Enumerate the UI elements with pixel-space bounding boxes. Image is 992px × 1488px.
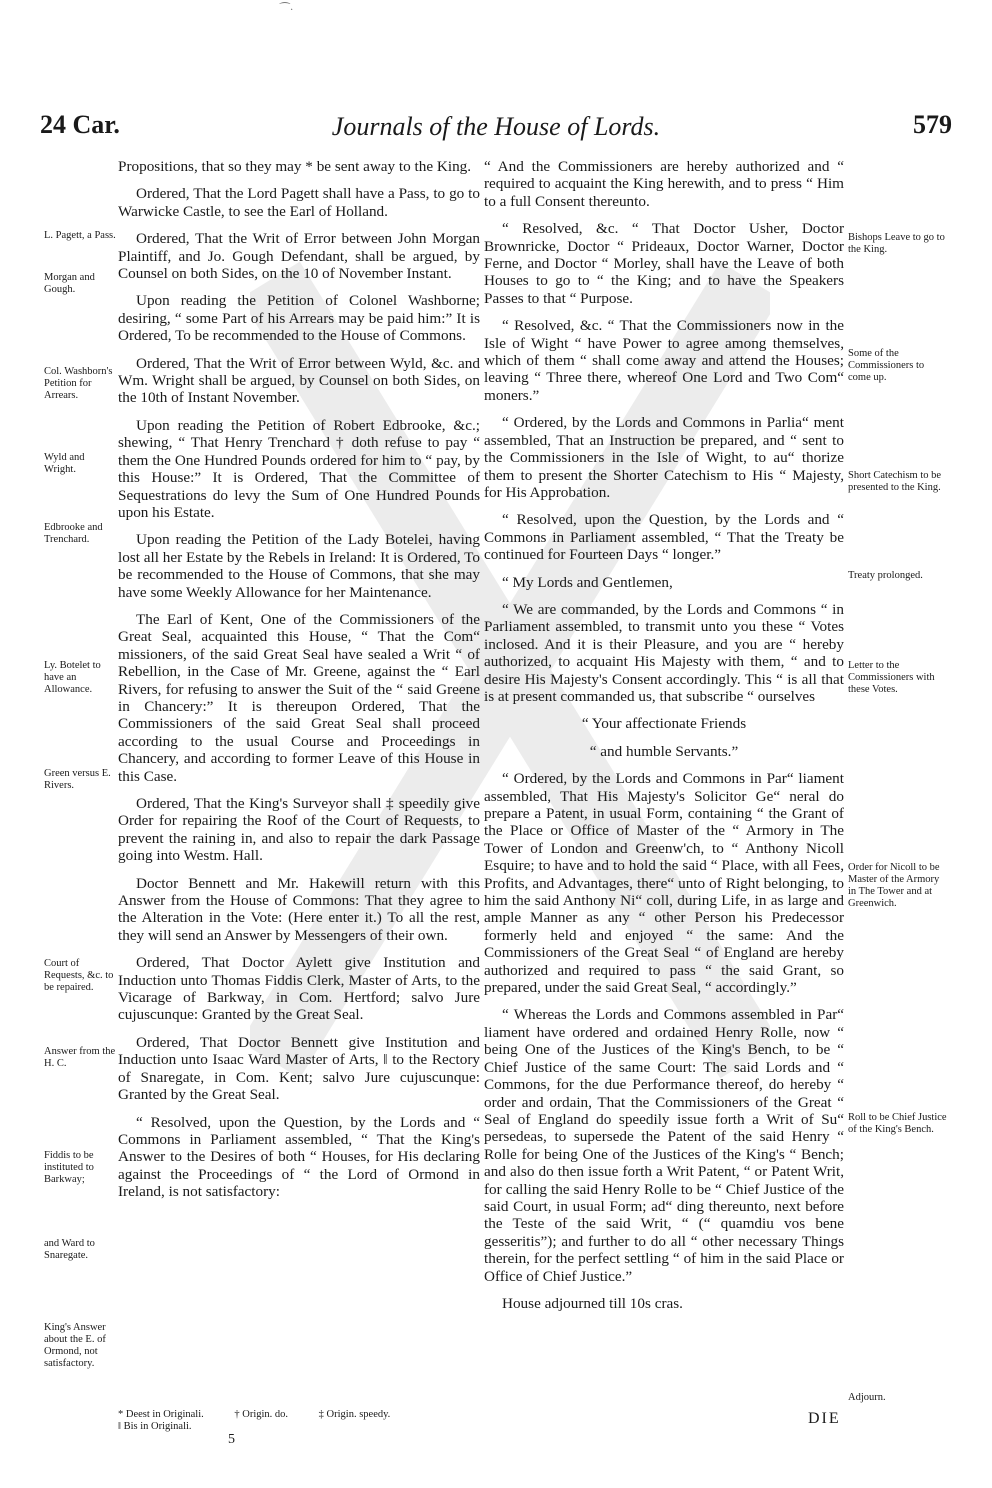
entry-fiddis: Ordered, That Doctor Aylett give Institution and Induction unto Thomas Fiddis Clerk, Master of Arts, to the Vicarage of Barkway, in Com. Hertford; salvo Jure cujuscunque: Granted by the Great Seal. <box>118 954 480 1024</box>
margin-note: Short Catechism to be presented to the King. <box>848 470 942 493</box>
margin-note: Fiddis to be instituted to Barkway; <box>44 1150 94 1185</box>
footnote: † Origin. do. <box>234 1409 289 1420</box>
margin-note: Some of the Commissioners to come up. <box>848 348 925 383</box>
regnal-year: 24 Car. <box>40 110 120 139</box>
margin-note: King's Answer about the E. of Ormond, not satisfactory. <box>44 1322 106 1369</box>
entry-court-requests: Ordered, That the King's Surveyor shall ‡ speedily give Order for repairing the Roof of the Court of Requests, to prevent the raining in, and also to repair the dark Passage going into Westm. Hall. <box>118 795 480 865</box>
entry-catechism: “ Ordered, by the Lords and Commons in Parlia“ ment assembled, That an Instruction be prepared, and “ sent to the Commissioners in the Isle of Wight, to au“ thorize them to present the Shorter Catechism to His “ Majesty, for His Approbation. <box>484 414 844 501</box>
entry-morgan-gough: Ordered, That the Writ of Error between John Morgan Plaintiff, and Jo. Gough Defendant, shall be argued, by Counsel on both Sides, on the 10 of November Instant. <box>118 230 480 283</box>
footnote: ‖ Bis in Originali. <box>118 1421 192 1432</box>
letter-closing-2: “ and humble Servants.” <box>589 742 739 760</box>
entry-commissioners-return: “ Resolved, &c. “ That the Commissioners now in the Isle of Wight “ have Power to agree among themselves, which of them “ shall come away and attend the Houses; leaving “ Three there, whereof One Lord and Two Com“ moners.” <box>484 317 844 404</box>
margin-note: Col. Washborn's Petition for Arrears. <box>44 366 113 401</box>
entry-wyld-wright: Ordered, That the Writ of Error between Wyld, &c. and Wm. Wright shall be argued, by Counsel on both Sides, on the 10th of Instant November. <box>118 354 480 407</box>
margin-note: Adjourn. <box>848 1392 886 1403</box>
entry-pagett-pass: Ordered, That the Lord Pagett shall have a Pass, to go to Warwicke Castle, to see the Earl of Holland. <box>118 185 480 220</box>
margin-note: Answer from the H. C. <box>44 1046 116 1069</box>
entry-edbrooke: Upon reading the Petition of Robert Edbrooke, &c.; shewing, “ That Henry Trenchard † doth refuse to pay “ them the One Hundred Pounds ordered for him to “ pay, by this House:” It is Ordered, That the Committee of Sequestrations do levy the Sum of One Hundred Pounds upon his Estate. <box>118 416 480 521</box>
entry-nicoll: “ Ordered, by the Lords and Commons in Par“ liament assembled, That His Majesty's Solicitor Ge“ neral do prepare a Patent, in usual Form, containing “ the Grant of the Place or Office of Master of the “ Armory in The Tower of London and Greenw'ch, to “ Anthony Nicoll Esquire; to have and to hold the said “ Place, with all Fees, Profits, and Advantages, there“ unto of Right belonging, to him the said Anthony Ni“ coll, during Life, in as large and ample Manner as any “ other Person his Predecessor formerly held and enjoyed “ the same: And the Commissioners of the Great Seal “ of England are hereby authorized and required to pass “ the said Grant, so prepared, under the said Great Seal, “ accordingly.” <box>484 770 844 997</box>
margin-note: Wyld and Wright. <box>44 452 85 475</box>
page-number: 579 <box>913 110 952 139</box>
entry-ward: Ordered, That Doctor Bennett give Institution and Induction unto Isaac Ward Master of Arts, ‖ to the Rectory of Snaregate, in Com. Kent; salvo Jure cujuscunque: Granted by the Great Seal. <box>118 1033 480 1104</box>
footnote: * Deest in Originali. <box>118 1409 204 1420</box>
page-header <box>40 110 952 150</box>
margin-note: and Ward to Snaregate. <box>44 1238 95 1261</box>
catchword: DIE <box>808 1410 841 1427</box>
margin-note: Court of Requests, &c. to be repaired. <box>44 958 114 993</box>
signature-mark: 5 <box>228 1432 235 1447</box>
entry-propositions: Propositions, that so they may * be sent away to the King. <box>118 158 472 175</box>
entry-answer-hc: Doctor Bennett and Mr. Hakewill return with this Answer from the House of Commons: That they agree to the Alteration in the Vote: (Here enter it.) To all the rest, they will send an Answer by Messengers of their own. <box>118 874 480 944</box>
entry-treaty: “ Resolved, upon the Question, by the Lords and “ Commons in Parliament assembled, “ That the Treaty be continued for Fourteen Days “ longer.” <box>484 511 844 564</box>
margin-note: Roll to be Chief Justice of the King's Bench. <box>848 1112 947 1135</box>
footnotes <box>118 1409 480 1433</box>
footnote: ‡ Origin. speedy. <box>318 1409 391 1420</box>
margin-note: Treaty prolonged. <box>848 570 923 581</box>
entry-rolle: “ Whereas the Lords and Commons assembled in Par“ liament have ordered and ordained Henry Rolle, now “ being One of the Justices of the King's Bench, to be “ Chief Justice of the same Court: The said Lords and “ Commons, for the due Performance thereof, do hereby “ order and ordain, That the Commissioners of the Great “ Seal of England do speedily issue forth a Writ of Su“ persedeas, to supersede the Patent of the said Henry “ Rolle for being One of the Justices of the King's “ Bench; and also do then issue forth a Writ Patent, “ or Patent Writ, for calling the said Henry Rolle to be “ Chief Justice of the said Court, in usual Form; ad“ ding thereunto, next before the Teste of the said Writ, “ (“ quamdiu vos bene gesseritis”); and further to do all “ other necessary Things therein, for the perfect settling “ of him in the said Place or Office of Chief Justice.” <box>484 1006 844 1285</box>
entry-washborne: Upon reading the Petition of Colonel Washborne; desiring, “ some Part of his Arrears may be paid him:” It is Ordered, To be recommended to the House of Commons. <box>118 292 480 345</box>
entry-commissioners-authorized: “ And the Commissioners are hereby authorized and “ required to acquaint the King herewith, and to press “ Him to a full Consent thereunto. <box>484 158 844 210</box>
left-column <box>118 158 480 1211</box>
margin-note: Green versus E. Rivers. <box>44 768 111 791</box>
letter-salutation: “ My Lords and Gentlemen, <box>502 573 673 591</box>
margin-note: Ly. Botelet to have an Allowance. <box>44 660 101 695</box>
margin-note: Edbrooke and Trenchard. <box>44 522 103 545</box>
entry-adjourned: House adjourned till 10s cras. <box>502 1294 683 1312</box>
letter-closing: “ Your affectionate Friends <box>581 715 747 733</box>
letter-body: “ We are commanded, by the Lords and Commons “ in Parliament assembled, to transmit unto you these “ Votes inclosed. And it is their Pleasure, and you are “ hereby authorized, to acquaint His Majesty with them, “ and to desire His Majesty's Consent accordingly. This “ is all that is at present commanded us, that subscribe “ ourselves <box>484 600 844 705</box>
margin-note: Morgan and Gough. <box>44 272 95 295</box>
margin-note: Bishops Leave to go to the King. <box>848 232 945 255</box>
entry-bishops-leave: “ Resolved, &c. “ That Doctor Usher, Doctor Brownricke, Doctor “ Prideaux, Doctor Warner, Doctor Ferne, and Doctor “ Morley, shall have the Leave of both Houses to go to “ the King; and to have the Speakers Passes to that “ Purpose. <box>484 220 844 307</box>
margin-note: L. Pagett, a Pass. <box>44 230 116 241</box>
page-title: Journals of the House of Lords. <box>331 112 661 141</box>
entry-ormond: “ Resolved, upon the Question, by the Lords and “ Commons in Parliament assembled, “ That the King's Answer to the Desires of both “ Houses, for His declaring against the Proceedings of “ the Lord of Ormond in Ireland, is not satisfactory: <box>118 1113 480 1201</box>
right-column <box>484 158 844 1322</box>
top-mark: ⁀· <box>280 2 294 16</box>
entry-botelet: Upon reading the Petition of the Lady Botelei, having lost all her Estate by the Rebels in Ireland: It is Ordered, To be recommended to the House of Commons, that she may have some Weekly Allowance for her Maintenance. <box>118 531 480 601</box>
margin-note: Order for Nicoll to be Master of the Armory in The Tower and at Greenwich. <box>848 862 940 909</box>
entry-green-rivers: The Earl of Kent, One of the Commissioners of the Great Seal, acquainted this House, “ That the Com“ missioners, of the said Great Seal have sealed a Writ “ of Rebellion, in the Case of Mr. Greene, against the “ Earl Rivers, for refusing to answer the Suit of the “ said Greene in Chancery:” It is thereupon Ordered, That the Commissioners of the said Great Seal shall proceed according to the usual Course and Proceedings in Chancery, and according to former Leave of this House in this Case. <box>118 610 480 785</box>
margin-note: Letter to the Commissioners with these Votes. <box>848 660 935 695</box>
